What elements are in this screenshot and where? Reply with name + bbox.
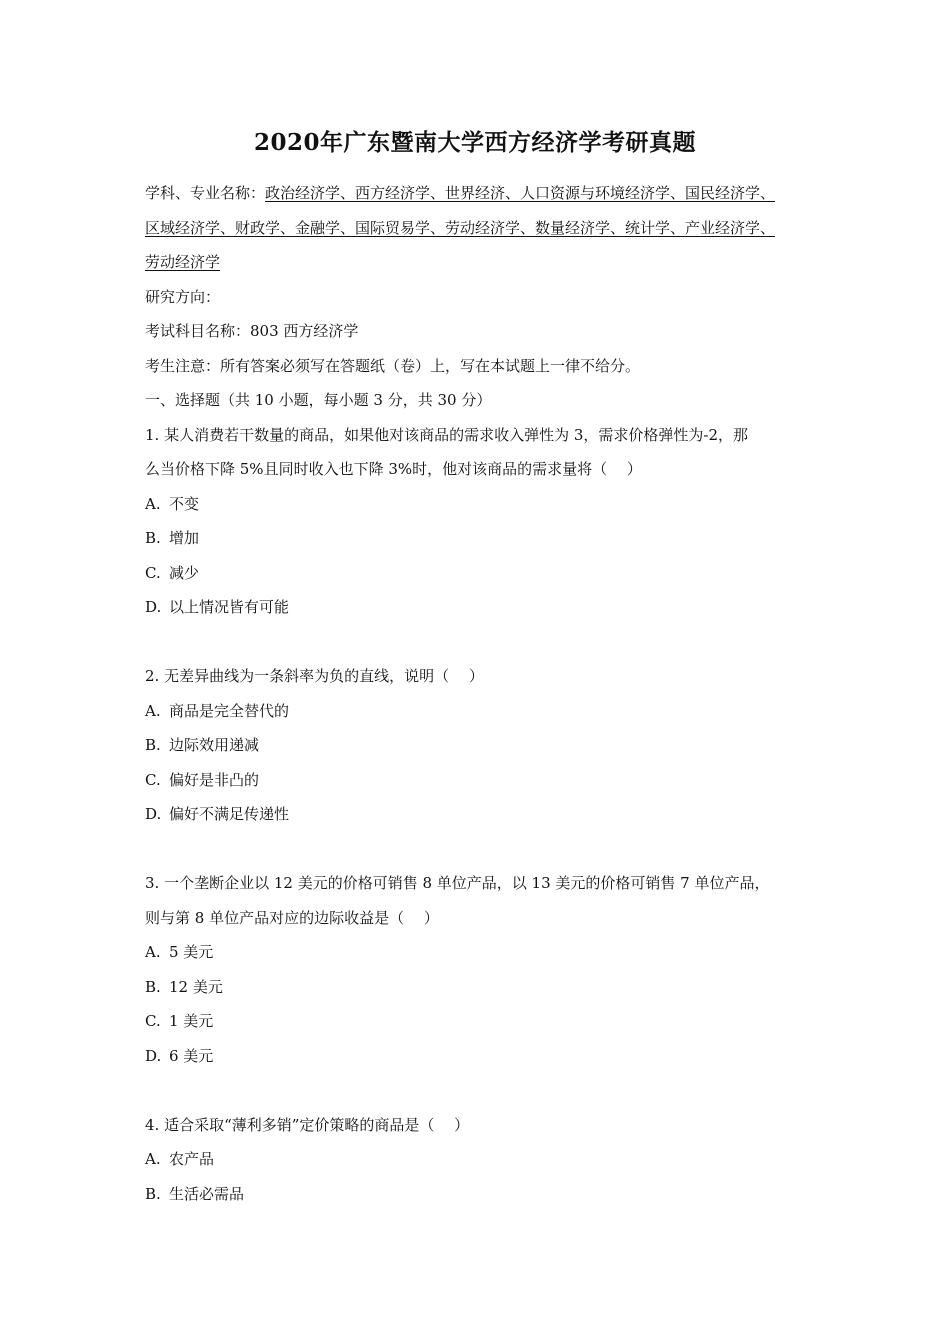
subject-list-1: 政治经济学、西方经济学、世界经济、人口资源与环境经济学、国民经济学、 <box>265 184 776 202</box>
blank-line <box>145 1073 813 1108</box>
option-text: 6 美元 <box>169 1046 214 1065</box>
section-heading: 一、选择题（共 10 小题，每小题 3 分，共 30 分） <box>145 391 492 409</box>
option-text: 偏好是非凸的 <box>169 770 260 789</box>
question-2-option-d <box>145 797 813 832</box>
option-letter: B. <box>145 1184 161 1203</box>
option-letter: B. <box>145 977 161 996</box>
option-text: 12 美元 <box>169 977 223 996</box>
question-4-line-1: 4. 适合采取“薄利多销”定价策略的商品是（ ） <box>145 1115 470 1134</box>
option-letter: B. <box>145 529 161 547</box>
question-1-line-1: 1. 某人消费若干数量的商品，如果他对该商品的需求收入弹性为 3，需求价格弹性为-2，那 <box>145 425 749 444</box>
blank-line <box>145 832 813 867</box>
exam-subject-name: 考试科目名称：803 西方经济学 <box>145 322 359 340</box>
option-letter: A. <box>145 494 161 513</box>
option-text: 偏好不满足传递性 <box>169 805 290 823</box>
question-1-option-d <box>145 590 813 625</box>
question-1-option-a <box>145 487 813 522</box>
option-text: 以上情况皆有可能 <box>169 598 290 616</box>
question-1-option-b <box>145 521 813 556</box>
option-text: 减少 <box>169 563 200 582</box>
question-3-option-b <box>145 970 813 1005</box>
subject-line-3 <box>145 245 813 280</box>
option-text: 增加 <box>169 529 200 547</box>
question-1-option-c <box>145 556 813 591</box>
option-letter: C. <box>145 1012 161 1030</box>
exam-notice: 考生注意：所有答案必须写在答题纸（卷）上，写在本试题上一律不给分。 <box>145 356 641 375</box>
option-text: 不变 <box>169 494 200 513</box>
question-3-option-c <box>145 1004 813 1039</box>
question-3-line-2: 则与第 8 单位产品对应的边际收益是（ ） <box>145 908 439 927</box>
question-3-option-d <box>145 1039 813 1074</box>
option-letter: C. <box>145 563 161 582</box>
subject-line-2 <box>145 211 813 246</box>
subject-line-1 <box>145 176 813 211</box>
subject-label: 学科、专业名称： <box>145 184 266 202</box>
option-text: 1 美元 <box>169 1012 214 1030</box>
option-letter: A. <box>145 701 161 720</box>
option-letter: A. <box>145 943 161 961</box>
question-3-option-a <box>145 935 813 970</box>
option-letter: B. <box>145 736 161 754</box>
question-3-line-1: 3. 一个垄断企业以 12 美元的价格可销售 8 单位产品，以 13 美元的价格可销售 7 单位产品， <box>145 874 770 892</box>
subject-list-2: 区域经济学、财政学、金融学、国际贸易学、劳动经济学、数量经济学、统计学、产业经济学、 <box>145 218 776 237</box>
blank-line <box>145 625 813 660</box>
document-body <box>145 176 813 1211</box>
option-text: 农产品 <box>169 1150 215 1168</box>
option-text: 生活必需品 <box>169 1184 245 1203</box>
question-4-option-a <box>145 1142 813 1177</box>
option-letter: D. <box>145 805 162 823</box>
option-letter: D. <box>145 598 162 616</box>
page-title: 2020年广东暨南大学西方经济学考研真题 <box>253 129 696 156</box>
subject-list-3: 劳动经济学 <box>145 253 221 271</box>
research-direction: 研究方向： <box>145 287 221 306</box>
option-text: 边际效用递减 <box>169 736 260 754</box>
option-letter: D. <box>145 1046 162 1065</box>
question-4-option-b <box>145 1177 813 1212</box>
option-letter: A. <box>145 1150 161 1168</box>
question-2-line-1: 2. 无差异曲线为一条斜率为负的直线，说明（ ） <box>145 667 484 685</box>
option-text: 商品是完全替代的 <box>169 701 290 720</box>
question-2-option-a <box>145 694 813 729</box>
question-2-option-c <box>145 763 813 798</box>
option-text: 5 美元 <box>169 943 214 961</box>
question-1-line-2: 么当价格下降 5%且同时收入也下降 3%时，他对该商品的需求量将（ ） <box>145 460 642 478</box>
question-2-option-b <box>145 728 813 763</box>
option-letter: C. <box>145 770 161 789</box>
